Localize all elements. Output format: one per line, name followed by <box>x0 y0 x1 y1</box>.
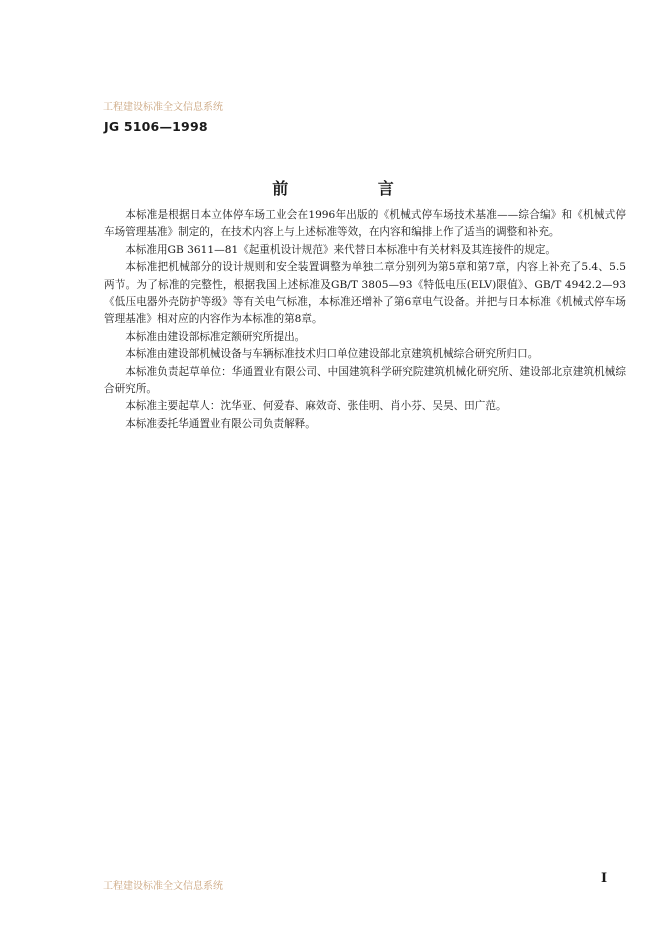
page-title: 前 言 <box>272 179 436 198</box>
paragraph-materials: 本标准用GB 3611—81《起重机设计规范》来代替日本标准中有关材料及其连接件的规定。 <box>125 243 557 256</box>
foreword-body <box>104 207 626 433</box>
page-number: I <box>601 871 608 886</box>
paragraph-interpretation: 本标准委托华通置业有限公司负责解释。 <box>125 417 316 430</box>
paragraph-structure: 本标准把机械部分的设计规则和安全装置调整为单独二章分别列为第5章和第7章，内容上补充了5.4、5.5两节。为了标准的完整性，根据我国上述标准及GB/T 3805—93《特低电压(ELV)限值》、GB/T 4942.2—93《低压电器外壳防护等级》等有关电气标准，本标准还增补了第6章电气设备。并把与日本标准《机械式停车场管理基准》相对应的内容作为本标准的第8章。 <box>104 261 626 326</box>
watermark-bottom: 工程建设标准全文信息系统 <box>103 881 223 892</box>
paragraph-drafters: 本标准主要起草人：沈华亚、何爱春、麻效奇、张佳明、肖小芬、吴昊、田广范。 <box>125 400 507 413</box>
paragraph-drafting-units: 本标准负责起草单位：华通置业有限公司、中国建筑科学研究院建筑机械化研究所、建设部北京建筑机械综合研究所。 <box>104 365 626 396</box>
standard-code: JG 5106—1998 <box>104 119 208 134</box>
paragraph-administrator: 本标准由建设部机械设备与车辆标准技术归口单位建设部北京建筑机械综合研究所归口。 <box>125 348 539 361</box>
paragraph-proposer: 本标准由建设部标准定额研究所提出。 <box>125 330 306 343</box>
watermark-top: 工程建设标准全文信息系统 <box>103 102 223 113</box>
paragraph-origin: 本标准是根据日本立体停车场工业会在1996年出版的《机械式停车场技术基准——综合编》和《机械式停车场管理基准》制定的，在技术内容上与上述标准等效，在内容和编排上作了适当的调整和补充。 <box>104 209 626 239</box>
